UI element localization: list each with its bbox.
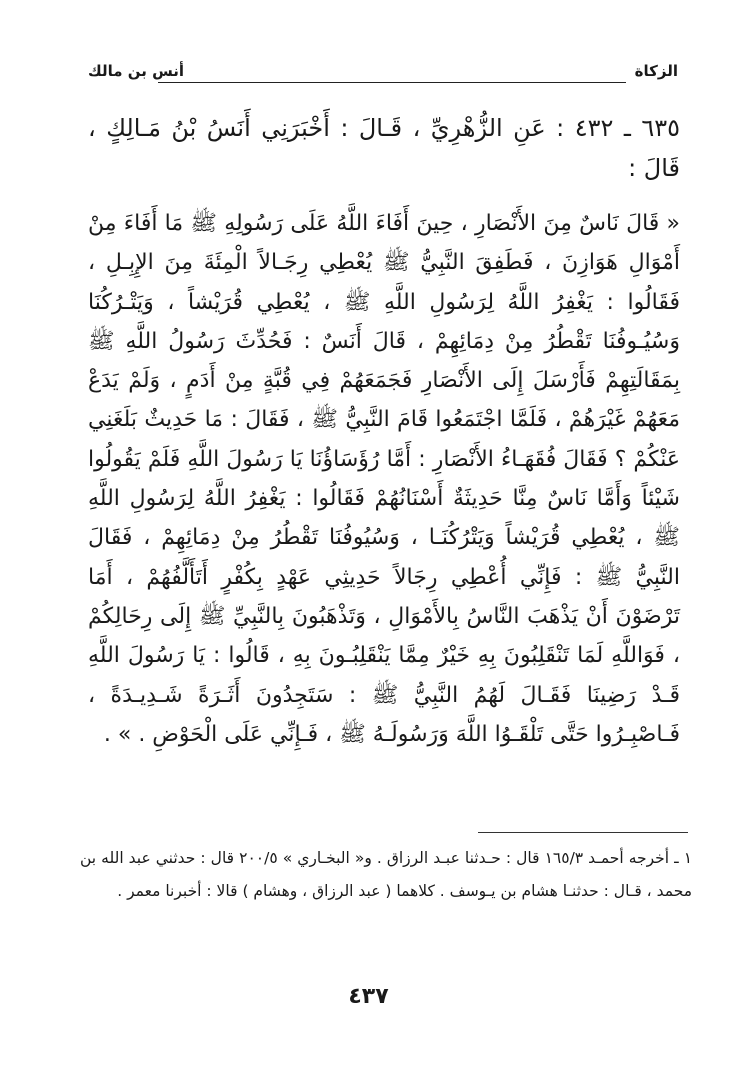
- hadith-block: [88, 108, 680, 754]
- header-rule: [158, 82, 626, 83]
- narrator-title: أنس بن مالك: [88, 62, 188, 80]
- hadith-isnad: ٦٣٥ ـ ٤٣٢ : عَنِ الزُّهْرِيِّ ، قَـالَ : أَخْبَرَنِي أَنَسُ بْنُ مَـالِكٍ ، قَالَ :: [88, 114, 681, 182]
- hadith-matn: « قَالَ نَاسٌ مِنَ الأَنْصَارِ ، حِينَ أَفَاءَ اللَّهُ عَلَى رَسُولِهِ ﷺ مَا أَفَاءَ مِنْ أَمْوَالِ هَوَازِنَ ، فَطَفِقَ النَّبِيُّ ﷺ يُعْطِي رِجَـالاً الْمِئَةَ مِنَ الإِبِـلِ ، فَقَالُوا : يَغْفِرُ اللَّهُ لِرَسُولِ اللَّهِ ﷺ ، يُعْطِي قُرَيْشاً ، وَيَتْـرُكُنَا وَسُيُـوفُنَا تَقْطُرُ مِنْ دِمَائِهِمْ ، قَالَ أَنَسٌ : فَحُدِّثَ رَسُولُ اللَّهِ ﷺ بِمَقَالَتِهِمْ فَأَرْسَلَ إِلَى الأَنْصَارِ فَجَمَعَهُمْ فِي قُبَّةٍ مِنْ أَدَمٍ ، وَلَمْ يَدَعْ مَعَهُمْ غَيْرَهُمْ ، فَلَمَّا اجْتَمَعُوا قَامَ النَّبِيُّ ﷺ ، فَقَالَ : مَا حَدِيثٌ بَلَغَنِي عَنْكُمْ ؟ فَقَالَ فُقَهَـاءُ الأَنْصَارِ : أَمَّا رُؤَسَاؤُنَا يَا رَسُولَ اللَّهِ فَلَمْ يَقُولُوا شَيْئاً وَأَمَّا نَاسٌ مِنَّا حَدِيثَةٌ أَسْنَانُهُمْ فَقَالُوا : يَغْفِرُ اللَّهُ لِرَسُولِ اللَّهِ ﷺ ، يُعْطِي قُرَيْشاً وَيَتْرُكُنَـا ، وَسُيُوفُنَا تَقْطُرُ مِنْ دِمَائِهِمْ ، فَقَالَ النَّبِيُّ ﷺ : فَإِنِّي أُعْطِي رِجَالاً حَدِيثِي عَهْدٍ بِكُفْرٍ أَتَأَلَّفُهُمْ ، أَمَا تَرْضَوْنَ أَنْ يَذْهَبَ النَّاسُ بِالأَمْوَالِ ، وَتَذْهَبُونَ بِالنَّبِيِّ ﷺ إِلَى رِحَالِكُمْ ، فَوَاللَّهِ لَمَا تَنْقَلِبُونَ بِهِ خَيْرٌ مِمَّا يَنْقَلِبُـونَ بِهِ ، قَالُوا : يَا رَسُولَ اللَّهِ قَـدْ رَضِينَا فَقَـالَ لَهُمُ النَّبِيُّ ﷺ : سَتَجِدُونَ أَثَـرَةً شَـدِيـدَةً ، فَـاصْبِـرُوا حَتَّى تَلْقَـوُا اللَّهَ وَرَسُولَـهُ ﷺ ، فَـإِنِّي عَلَى الْحَوْضِ . » .: [88, 211, 680, 747]
- running-header: [88, 62, 678, 90]
- footnote-item: ١ ـ أخرجه أحمـد ١٦٥/٣ قال : حـدثنا عبـد الرزاق . و« البخـاري » ٢٠٠/٥ قال : حدثني عبد الله بن محمد ، قـال : حدثنـا هشام بن يـوسف . كلاهما ( عبد الرزاق ، وهشام ) قالا : أخبرنا معمر .: [80, 849, 693, 900]
- chapter-title: الزكاة: [631, 62, 678, 80]
- footnotes: [80, 842, 692, 908]
- footnote-divider: [478, 832, 688, 833]
- page-number: ٤٣٧: [348, 984, 389, 1009]
